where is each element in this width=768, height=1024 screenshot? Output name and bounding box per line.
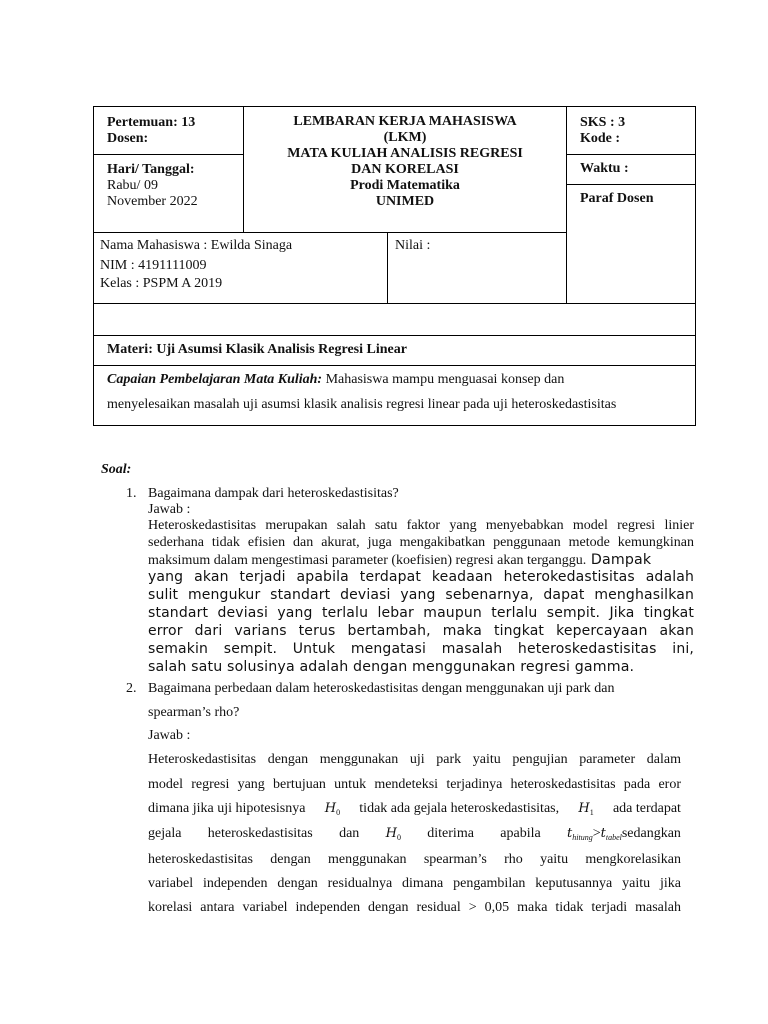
q1-answer-line: error dari varians terus bertambah, maka tingkat kepercayaan akan bbox=[148, 623, 694, 639]
divider bbox=[94, 232, 567, 233]
h0-symbol: $H_0$ bbox=[385, 826, 401, 842]
q2-question: Bagaimana perbedaan dalam heteroskedastisitas dengan menggunakan uji park dan bbox=[148, 681, 615, 696]
q2-answer-line: gejala heteroskedastisitas dan $H_0$ diterima apabila $t_{hitung}>t_{tabel}sedangkan$ bbox=[148, 826, 681, 846]
q1-answer-line: yang akan terjadi apabila terdapat keadaan heterokedastisitas adalah bbox=[148, 569, 694, 585]
divider bbox=[566, 107, 567, 303]
header-table bbox=[93, 106, 696, 426]
q1-number: 1. bbox=[126, 486, 137, 501]
q1-question: Bagaimana dampak dari heteroskedastisitas? bbox=[148, 486, 399, 501]
q2-jawab: Jawab : bbox=[148, 728, 191, 743]
q2-answer-line: dimana jika uji hipotesisnya $H_0$ tidak ada gejala heteroskedastisitas, $H_1$ ada terdapat bbox=[148, 801, 681, 821]
q2-answer-line: variabel independen dengan residualnya dimana pengambilan keputusannya yaitu jika bbox=[148, 876, 681, 891]
q1-answer-line: salah satu solusinya adalah dengan menggunakan regresi gamma. bbox=[148, 659, 635, 675]
kode: Kode : bbox=[580, 131, 621, 146]
h0-symbol: $H_0$ bbox=[324, 801, 341, 817]
nilai: Nilai : bbox=[395, 238, 431, 253]
divider bbox=[387, 232, 388, 303]
q2-answer-line: Heteroskedastisitas dengan menggunakan uji park yaitu pengujian parameter dalam bbox=[148, 752, 681, 767]
q1-answer-line: maksimum dalam mengestimasi parameter (koefisien) regresi akan terganggu. Dampak bbox=[148, 552, 652, 568]
t-comparison: $t_{hitung}>t_{tabel}sedangkan$ bbox=[567, 826, 681, 842]
q1-answer-line: standart deviasi yang terlalu lebar maupun terlalu sempit. Jika tingkat bbox=[148, 605, 694, 621]
q1-answer-line: semakin sempit. Untuk mengatasi masalah heteroskedastisitas ini, bbox=[148, 641, 694, 657]
q1-answer-line: Heteroskedastisitas merupakan salah satu faktor yang menyebabkan model regresi linier bbox=[148, 518, 694, 533]
sks: SKS : 3 bbox=[580, 115, 626, 130]
paraf-dosen: Paraf Dosen bbox=[580, 191, 654, 206]
hari-value: Rabu/ 09 bbox=[107, 178, 158, 193]
divider bbox=[94, 154, 244, 155]
capaian-pembelajaran: Capaian Pembelajaran Mata Kuliah: Mahasiswa mampu menguasai konsep dan bbox=[107, 372, 565, 387]
divider bbox=[566, 184, 696, 185]
q2-answer-line: model regresi yang bertujuan untuk mendeteksi terjadinya heteroskedastisitas pada eror bbox=[148, 777, 681, 792]
q1-answer-line: sulit mengukur standart deviasi yang sebenarnya, dapat menghasilkan bbox=[148, 587, 694, 603]
kelas: Kelas : PSPM A 2019 bbox=[100, 276, 223, 291]
q1-answer-line: sederhana tidak efisien dan akurat, juga mengakibatkan penggunaan metode kemungkinan bbox=[148, 535, 694, 550]
divider bbox=[94, 335, 696, 336]
dosen: Dosen: bbox=[107, 131, 149, 146]
nama-mahasiswa: Nama Mahasiswa : Ewilda Sinaga bbox=[100, 238, 293, 253]
capaian-text: menyelesaikan masalah uji asumsi klasik analisis regresi linear pada uji heteroskedastisitas bbox=[107, 397, 617, 412]
divider bbox=[94, 303, 696, 304]
waktu: Waktu : bbox=[580, 161, 629, 176]
q2-number: 2. bbox=[126, 681, 137, 696]
q2-question: spearman’s rho? bbox=[148, 705, 240, 720]
divider bbox=[566, 154, 696, 155]
nim: NIM : 4191111009 bbox=[100, 258, 207, 273]
divider bbox=[94, 365, 696, 366]
h1-symbol: $H_1$ bbox=[578, 801, 594, 817]
q2-answer-line: heteroskedastisitas dengan menggunakan spearman’s rho yaitu mengkorelasikan bbox=[148, 852, 681, 867]
pertemuan: Pertemuan: 13 bbox=[107, 115, 196, 130]
soal-label: Soal: bbox=[101, 462, 132, 477]
document-title: LEMBARAN KERJA MAHASISWA (LKM) MATA KULIAH ANALISIS REGRESI DAN KORELASI Prodi Matematika UNIMED bbox=[287, 114, 523, 209]
materi: Materi: Uji Asumsi Klasik Analisis Regresi Linear bbox=[107, 342, 407, 357]
hari-label: Hari/ Tanggal: bbox=[107, 162, 195, 177]
q2-answer-line: korelasi antara variabel independen dengan residual > 0,05 maka tidak terjadi masalah bbox=[148, 900, 681, 915]
q1-jawab: Jawab : bbox=[148, 502, 191, 517]
tanggal-value: November 2022 bbox=[107, 194, 198, 209]
